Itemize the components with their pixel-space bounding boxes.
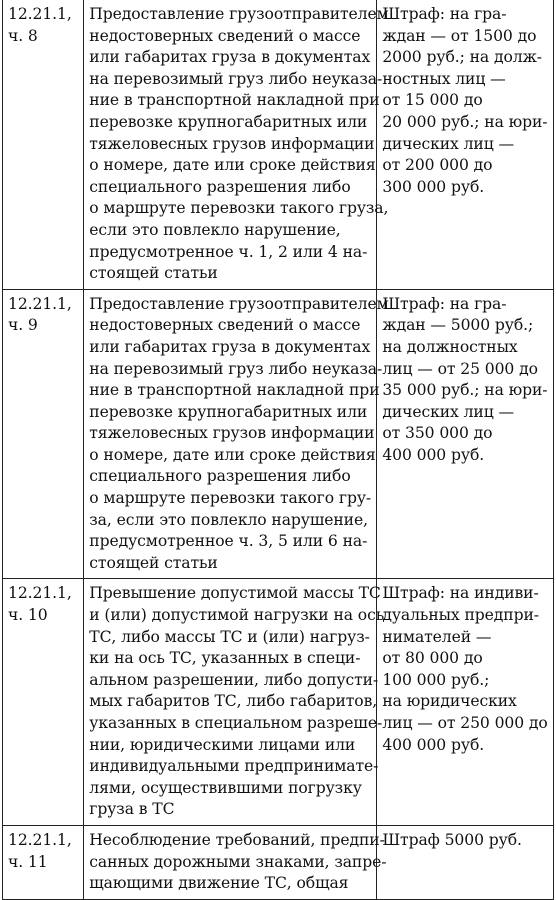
penalty-line: лиц — от 25 000 до <box>382 359 538 378</box>
penalty-line: от 15 000 до <box>382 91 483 110</box>
article-line: 12.21.1, <box>8 5 72 23</box>
description-cell <box>84 825 387 899</box>
description-line: мых габаритов ТС, либо габаритов, <box>89 692 378 711</box>
description-line: о номере, дате или сроке действия <box>89 445 376 464</box>
description-line: предусмотренное ч. 1, 2 или 4 на- <box>89 242 368 261</box>
penalty-line: нимателей — <box>382 627 492 646</box>
description-line: нии, юридическими лицами или <box>89 735 356 754</box>
description-line: Несоблюдение требований, предпи- <box>89 830 385 849</box>
article-cell <box>3 825 84 899</box>
table-row <box>3 825 554 899</box>
description-line: на перевозимый груз либо неуказа- <box>89 359 383 378</box>
description-line: тяжеловесных грузов информации <box>89 424 375 443</box>
penalty-line: лиц — от 250 000 до <box>382 714 548 732</box>
penalty-line: ждан — от 1500 до <box>382 26 537 45</box>
description-line: лями, осуществившими погрузку <box>89 778 362 797</box>
article-line: ч. 11 <box>8 852 48 871</box>
penalty-cell <box>377 579 554 826</box>
description-cell <box>84 0 389 289</box>
penalty-cell <box>377 825 554 899</box>
penalty-line: 400 000 руб. <box>382 735 485 754</box>
description-line: предусмотренное ч. 3, 5 или 6 на- <box>89 532 368 551</box>
article-line: ч. 10 <box>8 606 48 625</box>
description-line: недостоверных сведений о массе <box>89 26 361 45</box>
description-line: недостоверных сведений о массе <box>89 316 361 335</box>
description-cell <box>84 289 389 579</box>
description-line: или габаритах груза в документах <box>89 337 371 356</box>
penalty-line: на должностных <box>382 337 518 356</box>
description-line: специального разрешения либо <box>89 177 351 196</box>
description-line: Предоставление грузоотправителем <box>89 294 389 313</box>
description-line: или габаритах груза в документах <box>89 48 371 67</box>
description-line: щающими движение ТС, общая <box>89 874 349 893</box>
description-line: ние в транспортной накладной при <box>89 91 380 110</box>
description-line: Предоставление грузоотправителем <box>89 5 389 23</box>
penalty-line: 35 000 руб.; на юри- <box>382 381 548 400</box>
article-line: 12.21.1, <box>8 294 72 313</box>
penalty-line: на юридических <box>382 692 517 711</box>
article-cell <box>3 289 84 579</box>
penalty-line: Штраф: на индиви- <box>382 584 539 603</box>
penalty-line: дуальных предпри- <box>382 606 539 625</box>
description-line: если это повлекло нарушение, <box>89 220 341 239</box>
penalty-line: Штраф 5000 руб. <box>382 830 522 849</box>
table-row <box>3 0 554 289</box>
description-line: стоящей статьи <box>89 264 218 283</box>
penalties-table <box>2 0 554 900</box>
penalty-line: ждан — 5000 руб.; <box>382 316 534 335</box>
description-line: и (или) допустимой нагрузки на ось <box>89 606 385 625</box>
description-line: на перевозимый груз либо неуказа- <box>89 69 383 88</box>
description-line: перевозке крупногабаритных или <box>89 112 368 131</box>
penalty-line: ностных лиц — <box>382 69 506 88</box>
penalty-line: от 80 000 до <box>382 649 483 668</box>
penalty-line: 300 000 руб. <box>382 177 485 196</box>
article-line: ч. 8 <box>8 26 38 45</box>
description-line: перевозке крупногабаритных или <box>89 402 368 421</box>
description-line: за, если это повлекло нарушение, <box>89 510 368 529</box>
penalty-line: 2000 руб.; на долж- <box>382 48 542 67</box>
description-line: тяжеловесных грузов информации <box>89 134 375 153</box>
penalty-line: Штраф: на гра- <box>382 5 507 23</box>
description-line: ние в транспортной накладной при <box>89 381 380 400</box>
penalty-line: дических лиц — <box>382 402 514 421</box>
description-line: указанных в специальном разреше- <box>89 714 383 732</box>
article-line: ч. 9 <box>8 316 38 335</box>
table-row <box>3 289 554 579</box>
description-line: ТС, либо массы ТС и (или) нагруз- <box>89 627 370 646</box>
penalty-line: 400 000 руб. <box>382 445 485 464</box>
penalty-line: 20 000 руб.; на юри- <box>382 112 548 131</box>
penalty-line: дических лиц — <box>382 134 514 153</box>
penalty-cell <box>377 0 554 289</box>
description-line: о маршруте перевозки такого гру- <box>89 489 372 508</box>
description-line: о номере, дате или сроке действия <box>89 156 376 175</box>
description-line: специального разрешения либо <box>89 467 351 486</box>
description-line: о маршруте перевозки такого груза, <box>89 199 389 218</box>
article-line: 12.21.1, <box>8 584 72 603</box>
description-line: ки на ось ТС, указанных в специ- <box>89 649 361 668</box>
description-line: Превышение допустимой массы ТС <box>89 584 381 603</box>
article-line: 12.21.1, <box>8 830 72 849</box>
description-cell <box>84 579 385 826</box>
penalty-line: 100 000 руб.; <box>382 670 490 689</box>
description-line: индивидуальными предпринимате- <box>89 757 379 776</box>
article-cell <box>3 0 84 289</box>
table-row <box>3 579 554 826</box>
article-cell <box>3 579 84 826</box>
penalty-line: от 350 000 до <box>382 424 493 443</box>
penalty-line: от 200 000 до <box>382 156 493 175</box>
penalty-cell <box>377 289 554 579</box>
description-line: стоящей статьи <box>89 553 218 572</box>
description-line: альном разрешении, либо допусти- <box>89 670 379 689</box>
penalty-line: Штраф: на гра- <box>382 294 507 313</box>
description-line: груза в ТС <box>89 800 175 819</box>
description-line: санных дорожными знаками, запре- <box>89 852 387 871</box>
